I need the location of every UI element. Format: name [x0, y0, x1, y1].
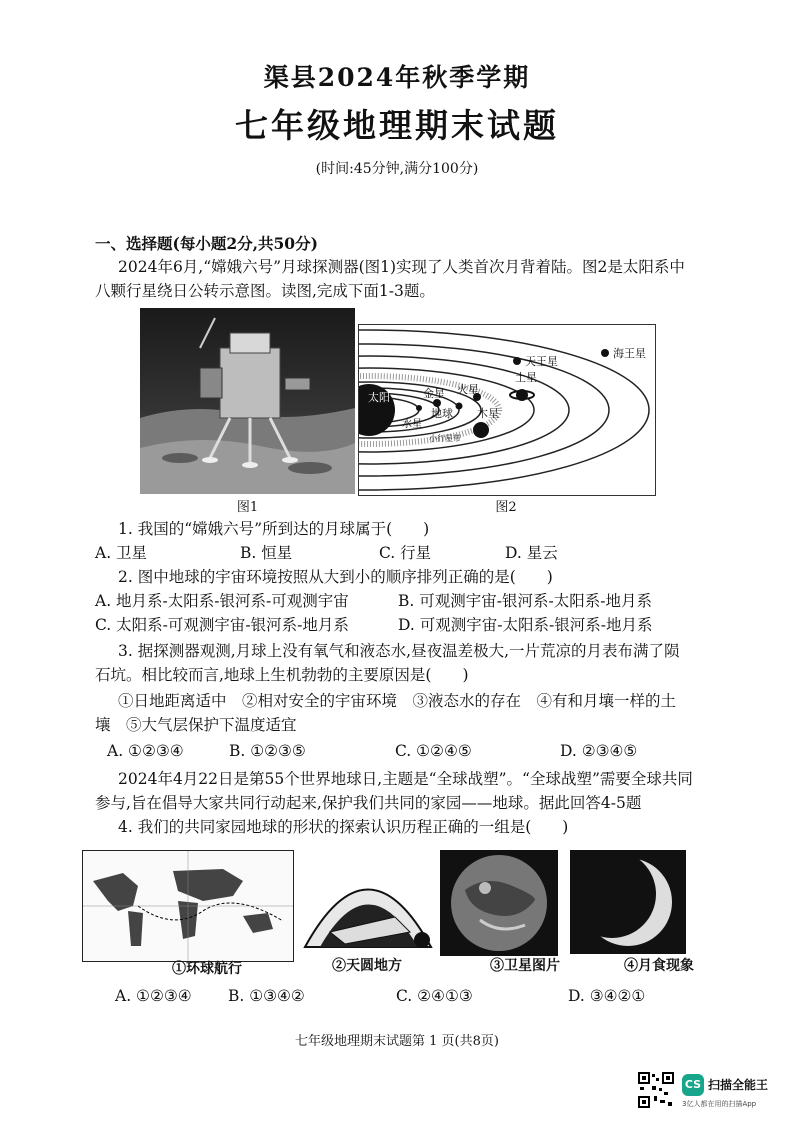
- passage-2-line-2: 参与,旨在倡导大家共同行动起来,保护我们共同的家园——地球。据此回答4-5题: [95, 794, 642, 812]
- q3-option-a: A. ①②③④: [107, 742, 184, 760]
- q4-stem: 4. 我们的共同家园地球的形状的探索认识历程正确的一组是( ): [118, 818, 569, 836]
- exam-time-info: (时间:45分钟,满分100分): [315, 161, 479, 177]
- label-asteroid-belt: 小行星带: [429, 434, 461, 443]
- q1-option-c: C. 行星: [379, 544, 432, 562]
- scanner-app-tagline: 3亿人都在用的扫描App: [682, 1100, 757, 1108]
- q1-option-d: D. 星云: [505, 544, 558, 562]
- page-footer: 七年级地理期末试题第 1 页(共8页): [295, 1034, 499, 1049]
- exam-school-title: 渠县2024年秋季学期: [263, 63, 531, 92]
- q4-option-c: C. ②④①③: [396, 987, 473, 1005]
- scanner-app-logo: CS: [682, 1074, 704, 1096]
- label-earth: 地球: [431, 407, 453, 420]
- label-mars: 火星: [457, 383, 479, 396]
- figure-2-solar-system: [358, 324, 656, 496]
- q1-option-a: A. 卫星: [95, 544, 148, 562]
- q4-picture-round-sky-square-earth: [300, 852, 436, 952]
- world-map-route-illustration: [83, 851, 293, 961]
- passage-2-line-1: 2024年4月22日是第55个世界地球日,主题是“全球战塑”。“全球战塑”需要全球共同: [118, 770, 693, 788]
- q4-picture-lunar-eclipse: [570, 850, 686, 954]
- q4-option-b: B. ①③④②: [228, 987, 305, 1005]
- q4-option-d: D. ③④②①: [568, 987, 646, 1005]
- figure-2-caption: 图2: [495, 500, 517, 515]
- q1-stem: 1. 我国的“嫦娥六号”所到达的月球属于( ): [118, 520, 430, 538]
- lander-illustration: [140, 308, 355, 494]
- q4-picture-3-label: ③卫星图片: [490, 958, 560, 974]
- q2-option-d: D. 可观测宇宙-太阳系-银河系-地月系: [398, 616, 653, 634]
- exam-title: 七年级地理期末试题: [235, 106, 559, 145]
- label-venus: 金星: [423, 387, 445, 400]
- q3-option-c: C. ①②④⑤: [395, 742, 472, 760]
- q1-option-b: B. 恒星: [240, 544, 293, 562]
- section-heading: 一、选择题(每小题2分,共50分): [95, 234, 318, 253]
- q3-option-b: B. ①②③⑤: [229, 742, 306, 760]
- q4-picture-1-label: ①环球航行: [172, 961, 242, 977]
- q3-statements-line-2: 壤 ⑤大气层保护下温度适宜: [95, 716, 297, 734]
- q4-option-a: A. ①②③④: [115, 987, 192, 1005]
- q4-picture-2-label: ②天圆地方: [332, 958, 402, 974]
- qr-code-graphic: [638, 1072, 674, 1108]
- solar-system-diagram: [359, 325, 655, 495]
- label-jupiter: 木星: [477, 407, 499, 420]
- q3-option-d: D. ②③④⑤: [560, 742, 638, 760]
- q2-option-b: B. 可观测宇宙-银河系-太阳系-地月系: [398, 592, 652, 610]
- scanner-app-name: 扫描全能王: [708, 1078, 769, 1092]
- label-neptune: 海王星: [613, 347, 646, 360]
- q3-stem-line-2: 石坑。相比较而言,地球上生机勃勃的主要原因是( ): [95, 666, 469, 684]
- q4-picture-satellite-image: [440, 850, 558, 956]
- q2-stem: 2. 图中地球的宇宙环境按照从大到小的顺序排列正确的是( ): [118, 568, 553, 586]
- label-saturn: 土星: [515, 371, 537, 384]
- q4-picture-4-label: ④月食现象: [624, 958, 694, 974]
- figure-1-lander-photo: [140, 308, 355, 494]
- q2-option-a: A. 地月系-太阳系-银河系-可观测宇宙: [95, 592, 349, 610]
- intro-line-2: 八颗行星绕日公转示意图。读图,完成下面1-3题。: [95, 282, 435, 300]
- label-mercury: 水星: [402, 419, 422, 430]
- label-uranus: 天王星: [525, 355, 558, 368]
- q3-statements-line-1: ①日地距离适中 ②相对安全的宇宙环境 ③液态水的存在 ④有和月壤一样的土: [118, 692, 677, 710]
- q2-option-c: C. 太阳系-可观测宇宙-银河系-地月系: [95, 616, 349, 634]
- intro-line-1: 2024年6月,“嫦娥六号”月球探测器(图1)实现了人类首次月背着陆。图2是太阳系中: [118, 258, 685, 276]
- figure-1-caption: 图1: [236, 500, 259, 515]
- q4-picture-circumnavigation: [82, 850, 294, 962]
- qr-code: [638, 1072, 674, 1108]
- q3-stem-line-1: 3. 据探测器观测,月球上没有氧气和液态水,昼夜温差极大,一片荒凉的月表布满了陨: [118, 642, 680, 660]
- earth-globe-illustration: [440, 850, 558, 956]
- dome-over-earth-illustration: [300, 852, 436, 952]
- crescent-moon-illustration: [570, 850, 686, 954]
- label-sun: 太阳: [368, 391, 390, 404]
